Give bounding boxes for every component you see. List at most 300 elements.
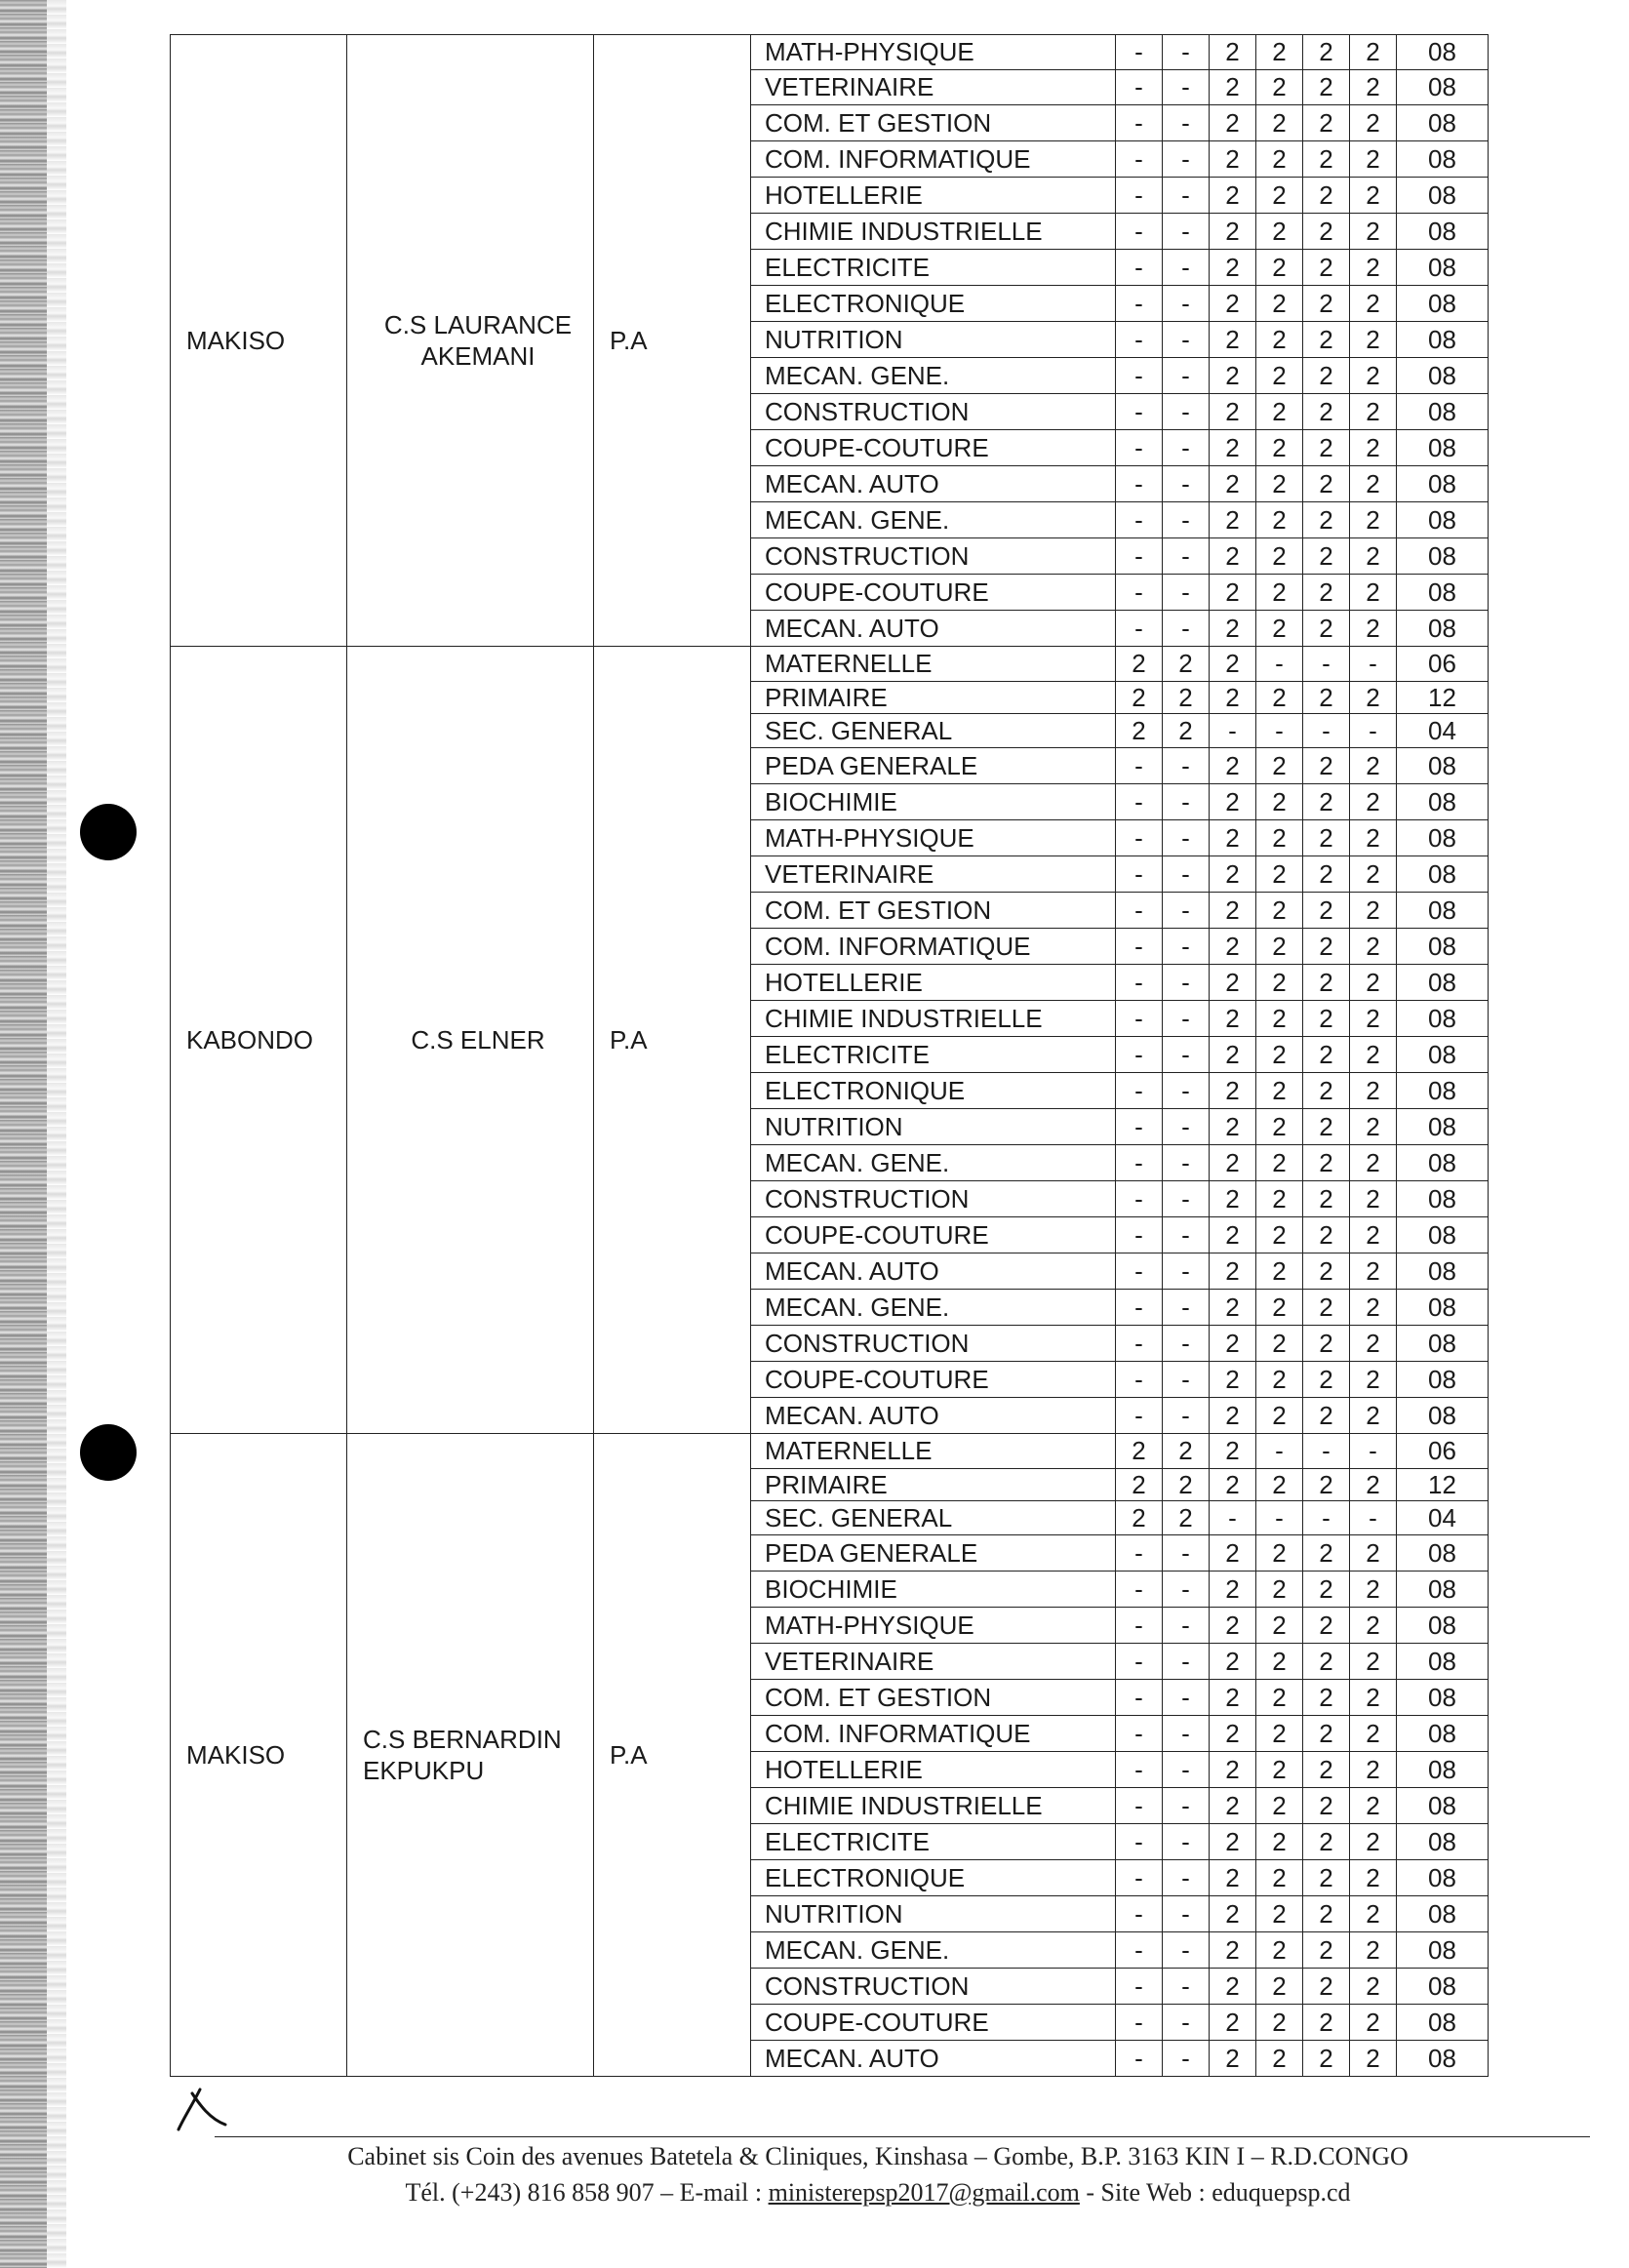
subject-cell: MECAN. GENE.: [751, 1145, 1116, 1181]
total-cell: 04: [1397, 1501, 1489, 1535]
value-cell: -: [1116, 1860, 1163, 1896]
value-cell: -: [1210, 1501, 1256, 1535]
subject-cell: MATH-PHYSIQUE: [751, 35, 1116, 70]
value-cell: 2: [1256, 394, 1303, 430]
value-cell: -: [1116, 1001, 1163, 1037]
value-cell: -: [1163, 1145, 1210, 1181]
value-cell: -: [1163, 394, 1210, 430]
total-cell: 08: [1397, 1572, 1489, 1608]
value-cell: -: [1116, 1073, 1163, 1109]
subject-cell: CHIMIE INDUSTRIELLE: [751, 1788, 1116, 1824]
value-cell: 2: [1303, 1326, 1350, 1362]
total-cell: 08: [1397, 466, 1489, 502]
subject-cell: MECAN. AUTO: [751, 611, 1116, 647]
value-cell: -: [1116, 1326, 1163, 1362]
value-cell: 2: [1256, 178, 1303, 214]
value-cell: 2: [1350, 1969, 1397, 2005]
value-cell: -: [1163, 1398, 1210, 1434]
value-cell: 2: [1256, 893, 1303, 929]
value-cell: -: [1116, 322, 1163, 358]
value-cell: -: [1116, 141, 1163, 178]
value-cell: 2: [1256, 2005, 1303, 2041]
value-cell: 2: [1256, 1109, 1303, 1145]
value-cell: 2: [1210, 1434, 1256, 1469]
value-cell: 2: [1303, 1362, 1350, 1398]
subject-cell: MECAN. GENE.: [751, 502, 1116, 538]
value-cell: -: [1116, 1932, 1163, 1969]
value-cell: -: [1116, 286, 1163, 322]
value-cell: 2: [1350, 1217, 1397, 1253]
value-cell: 2: [1350, 856, 1397, 893]
value-cell: 2: [1116, 682, 1163, 714]
value-cell: 2: [1303, 611, 1350, 647]
total-cell: 04: [1397, 714, 1489, 748]
value-cell: 2: [1350, 1037, 1397, 1073]
value-cell: -: [1163, 856, 1210, 893]
scan-edge-artifact: [0, 0, 47, 2268]
value-cell: 2: [1210, 2041, 1256, 2077]
value-cell: 2: [1303, 893, 1350, 929]
value-cell: 2: [1350, 1896, 1397, 1932]
subject-cell: ELECTRONIQUE: [751, 286, 1116, 322]
value-cell: 2: [1210, 1181, 1256, 1217]
value-cell: 2: [1350, 35, 1397, 70]
value-cell: 2: [1350, 430, 1397, 466]
school-cell: C.S LAURANCE AKEMANI: [347, 35, 594, 647]
value-cell: -: [1116, 893, 1163, 929]
value-cell: 2: [1303, 502, 1350, 538]
subject-cell: MECAN. AUTO: [751, 1398, 1116, 1434]
value-cell: 2: [1303, 929, 1350, 965]
subject-cell: MATH-PHYSIQUE: [751, 820, 1116, 856]
subject-cell: CONSTRUCTION: [751, 1969, 1116, 2005]
total-cell: 12: [1397, 682, 1489, 714]
value-cell: 2: [1256, 2041, 1303, 2077]
total-cell: 08: [1397, 856, 1489, 893]
value-cell: 2: [1210, 35, 1256, 70]
total-cell: 08: [1397, 1253, 1489, 1290]
value-cell: -: [1116, 1896, 1163, 1932]
total-cell: 08: [1397, 2005, 1489, 2041]
subject-cell: CONSTRUCTION: [751, 538, 1116, 575]
value-cell: 2: [1350, 682, 1397, 714]
value-cell: 2: [1210, 893, 1256, 929]
value-cell: -: [1163, 1073, 1210, 1109]
value-cell: -: [1163, 286, 1210, 322]
subject-cell: COUPE-COUTURE: [751, 1362, 1116, 1398]
total-cell: 08: [1397, 1001, 1489, 1037]
value-cell: 2: [1350, 1788, 1397, 1824]
subject-cell: MECAN. AUTO: [751, 466, 1116, 502]
value-cell: -: [1116, 178, 1163, 214]
value-cell: 2: [1350, 1608, 1397, 1644]
value-cell: 2: [1303, 1608, 1350, 1644]
value-cell: -: [1116, 1362, 1163, 1398]
value-cell: 2: [1350, 1398, 1397, 1434]
value-cell: 2: [1256, 35, 1303, 70]
value-cell: 2: [1303, 965, 1350, 1001]
value-cell: 2: [1303, 538, 1350, 575]
value-cell: -: [1116, 70, 1163, 105]
subject-cell: PRIMAIRE: [751, 682, 1116, 714]
value-cell: -: [1163, 1290, 1210, 1326]
value-cell: -: [1303, 647, 1350, 682]
value-cell: 2: [1210, 502, 1256, 538]
value-cell: -: [1116, 1752, 1163, 1788]
subject-cell: MATERNELLE: [751, 647, 1116, 682]
value-cell: 2: [1303, 1398, 1350, 1434]
value-cell: -: [1163, 1716, 1210, 1752]
value-cell: 2: [1210, 1001, 1256, 1037]
value-cell: -: [1163, 784, 1210, 820]
value-cell: 2: [1210, 1896, 1256, 1932]
value-cell: 2: [1350, 538, 1397, 575]
value-cell: -: [1163, 35, 1210, 70]
value-cell: 2: [1303, 1217, 1350, 1253]
value-cell: -: [1163, 358, 1210, 394]
value-cell: -: [1163, 2041, 1210, 2077]
value-cell: -: [1116, 856, 1163, 893]
subject-cell: COM. INFORMATIQUE: [751, 141, 1116, 178]
total-cell: 08: [1397, 1860, 1489, 1896]
value-cell: -: [1163, 1824, 1210, 1860]
value-cell: 2: [1256, 1572, 1303, 1608]
value-cell: -: [1116, 1608, 1163, 1644]
value-cell: -: [1163, 1608, 1210, 1644]
value-cell: -: [1163, 1644, 1210, 1680]
total-cell: 08: [1397, 575, 1489, 611]
value-cell: 2: [1303, 394, 1350, 430]
subject-cell: BIOCHIMIE: [751, 1572, 1116, 1608]
value-cell: 2: [1116, 1501, 1163, 1535]
value-cell: 2: [1116, 1434, 1163, 1469]
value-cell: -: [1116, 502, 1163, 538]
value-cell: 2: [1350, 893, 1397, 929]
value-cell: -: [1116, 1109, 1163, 1145]
value-cell: 2: [1256, 1788, 1303, 1824]
value-cell: -: [1116, 1716, 1163, 1752]
value-cell: 2: [1210, 286, 1256, 322]
total-cell: 08: [1397, 322, 1489, 358]
value-cell: -: [1256, 714, 1303, 748]
value-cell: 2: [1303, 214, 1350, 250]
value-cell: 2: [1210, 856, 1256, 893]
value-cell: 2: [1210, 1969, 1256, 2005]
value-cell: 2: [1210, 1572, 1256, 1608]
value-cell: 2: [1210, 611, 1256, 647]
value-cell: -: [1163, 1535, 1210, 1572]
value-cell: 2: [1303, 1181, 1350, 1217]
value-cell: -: [1116, 575, 1163, 611]
value-cell: 2: [1210, 250, 1256, 286]
value-cell: 2: [1210, 647, 1256, 682]
value-cell: -: [1163, 322, 1210, 358]
total-cell: 08: [1397, 538, 1489, 575]
value-cell: 2: [1350, 1680, 1397, 1716]
value-cell: 2: [1350, 1752, 1397, 1788]
value-cell: 2: [1350, 178, 1397, 214]
value-cell: 2: [1350, 70, 1397, 105]
value-cell: 2: [1210, 2005, 1256, 2041]
total-cell: 08: [1397, 70, 1489, 105]
value-cell: 2: [1163, 1501, 1210, 1535]
subject-cell: VETERINAIRE: [751, 856, 1116, 893]
value-cell: 2: [1116, 647, 1163, 682]
value-cell: 2: [1210, 394, 1256, 430]
total-cell: 08: [1397, 965, 1489, 1001]
value-cell: 2: [1303, 1469, 1350, 1501]
value-cell: 2: [1210, 1145, 1256, 1181]
value-cell: 2: [1350, 1001, 1397, 1037]
value-cell: 2: [1350, 1824, 1397, 1860]
value-cell: 2: [1210, 1398, 1256, 1434]
value-cell: 2: [1303, 1680, 1350, 1716]
value-cell: 2: [1350, 358, 1397, 394]
total-cell: 08: [1397, 1037, 1489, 1073]
total-cell: 08: [1397, 286, 1489, 322]
value-cell: -: [1116, 1969, 1163, 2005]
value-cell: 2: [1303, 70, 1350, 105]
value-cell: 2: [1256, 965, 1303, 1001]
subject-cell: VETERINAIRE: [751, 70, 1116, 105]
subject-cell: COM. ET GESTION: [751, 1680, 1116, 1716]
value-cell: -: [1116, 35, 1163, 70]
value-cell: 2: [1210, 1860, 1256, 1896]
value-cell: -: [1116, 1398, 1163, 1434]
value-cell: 2: [1350, 1535, 1397, 1572]
value-cell: 2: [1210, 1932, 1256, 1969]
value-cell: 2: [1350, 965, 1397, 1001]
value-cell: -: [1350, 647, 1397, 682]
total-cell: 08: [1397, 1326, 1489, 1362]
footer-email-link[interactable]: ministerepsp2017@gmail.com: [768, 2178, 1080, 2207]
value-cell: -: [1163, 141, 1210, 178]
value-cell: -: [1163, 250, 1210, 286]
total-cell: 06: [1397, 647, 1489, 682]
total-cell: 08: [1397, 1109, 1489, 1145]
value-cell: 2: [1303, 250, 1350, 286]
value-cell: 2: [1210, 1326, 1256, 1362]
value-cell: -: [1116, 2005, 1163, 2041]
subject-cell: CONSTRUCTION: [751, 1326, 1116, 1362]
value-cell: 2: [1210, 1469, 1256, 1501]
subject-cell: VETERINAIRE: [751, 1644, 1116, 1680]
value-cell: 2: [1256, 1073, 1303, 1109]
value-cell: 2: [1350, 1181, 1397, 1217]
value-cell: 2: [1210, 1109, 1256, 1145]
value-cell: 2: [1256, 1326, 1303, 1362]
value-cell: -: [1163, 105, 1210, 141]
value-cell: 2: [1303, 1253, 1350, 1290]
value-cell: 2: [1303, 466, 1350, 502]
value-cell: 2: [1303, 430, 1350, 466]
value-cell: -: [1116, 1145, 1163, 1181]
total-cell: 08: [1397, 1752, 1489, 1788]
value-cell: 2: [1256, 1716, 1303, 1752]
scan-edge-shadow: [47, 0, 66, 2268]
value-cell: 2: [1210, 1644, 1256, 1680]
subject-cell: ELECTRICITE: [751, 1824, 1116, 1860]
subject-cell: ELECTRICITE: [751, 250, 1116, 286]
total-cell: 08: [1397, 1680, 1489, 1716]
value-cell: 2: [1350, 1145, 1397, 1181]
footer-contact: [117, 2178, 1629, 2208]
subject-cell: BIOCHIMIE: [751, 784, 1116, 820]
value-cell: -: [1163, 70, 1210, 105]
value-cell: 2: [1256, 358, 1303, 394]
value-cell: -: [1116, 1572, 1163, 1608]
subject-cell: COM. INFORMATIQUE: [751, 1716, 1116, 1752]
subject-cell: NUTRITION: [751, 322, 1116, 358]
value-cell: 2: [1256, 1398, 1303, 1434]
value-cell: -: [1163, 820, 1210, 856]
total-cell: 08: [1397, 2041, 1489, 2077]
value-cell: -: [1303, 714, 1350, 748]
value-cell: 2: [1303, 105, 1350, 141]
value-cell: 2: [1303, 1824, 1350, 1860]
value-cell: -: [1163, 430, 1210, 466]
value-cell: -: [1116, 820, 1163, 856]
value-cell: -: [1116, 611, 1163, 647]
value-cell: -: [1303, 1501, 1350, 1535]
value-cell: -: [1163, 965, 1210, 1001]
value-cell: 2: [1350, 2041, 1397, 2077]
value-cell: 2: [1210, 430, 1256, 466]
value-cell: 2: [1350, 1109, 1397, 1145]
value-cell: 2: [1210, 820, 1256, 856]
value-cell: -: [1116, 965, 1163, 1001]
value-cell: 2: [1350, 1073, 1397, 1109]
value-cell: 2: [1256, 748, 1303, 784]
subject-cell: MECAN. AUTO: [751, 2041, 1116, 2077]
total-cell: 12: [1397, 1469, 1489, 1501]
value-cell: -: [1163, 1037, 1210, 1073]
subject-cell: COUPE-COUTURE: [751, 2005, 1116, 2041]
school-cell: C.S BERNARDIN EKPUKPU: [347, 1434, 594, 2077]
subject-cell: COM. ET GESTION: [751, 105, 1116, 141]
footer-rule: [215, 2136, 1590, 2137]
value-cell: 2: [1303, 1752, 1350, 1788]
value-cell: 2: [1303, 1932, 1350, 1969]
value-cell: 2: [1350, 250, 1397, 286]
locality-cell: KABONDO: [171, 647, 347, 1434]
value-cell: 2: [1350, 1644, 1397, 1680]
value-cell: 2: [1256, 1253, 1303, 1290]
value-cell: 2: [1303, 2041, 1350, 2077]
value-cell: 2: [1350, 1716, 1397, 1752]
value-cell: 2: [1350, 784, 1397, 820]
value-cell: 2: [1303, 682, 1350, 714]
value-cell: -: [1116, 214, 1163, 250]
subject-cell: CHIMIE INDUSTRIELLE: [751, 214, 1116, 250]
value-cell: -: [1163, 611, 1210, 647]
value-cell: 2: [1303, 141, 1350, 178]
value-cell: 2: [1210, 748, 1256, 784]
total-cell: 08: [1397, 358, 1489, 394]
locality-cell: MAKISO: [171, 35, 347, 647]
school-cell: C.S ELNER: [347, 647, 594, 1434]
value-cell: 2: [1256, 1181, 1303, 1217]
value-cell: 2: [1116, 714, 1163, 748]
value-cell: 2: [1210, 1716, 1256, 1752]
value-cell: -: [1163, 1680, 1210, 1716]
table-row: [171, 647, 1489, 682]
value-cell: 2: [1303, 1788, 1350, 1824]
total-cell: 08: [1397, 611, 1489, 647]
total-cell: 08: [1397, 1535, 1489, 1572]
value-cell: 2: [1210, 141, 1256, 178]
subject-cell: NUTRITION: [751, 1109, 1116, 1145]
value-cell: 2: [1210, 1073, 1256, 1109]
value-cell: -: [1116, 748, 1163, 784]
value-cell: 2: [1210, 1788, 1256, 1824]
subject-cell: MATERNELLE: [751, 1434, 1116, 1469]
footer-contact-prefix: Tél. (+243) 816 858 907 – E-mail :: [405, 2178, 769, 2207]
total-cell: 08: [1397, 929, 1489, 965]
value-cell: 2: [1256, 502, 1303, 538]
total-cell: 08: [1397, 430, 1489, 466]
value-cell: -: [1116, 929, 1163, 965]
value-cell: 2: [1256, 322, 1303, 358]
value-cell: 2: [1350, 1290, 1397, 1326]
value-cell: 2: [1303, 575, 1350, 611]
total-cell: 08: [1397, 1608, 1489, 1644]
value-cell: 2: [1256, 286, 1303, 322]
subject-cell: MECAN. GENE.: [751, 1932, 1116, 1969]
value-cell: 2: [1210, 214, 1256, 250]
value-cell: 2: [1210, 466, 1256, 502]
value-cell: 2: [1210, 575, 1256, 611]
value-cell: 2: [1256, 1644, 1303, 1680]
value-cell: -: [1303, 1434, 1350, 1469]
value-cell: -: [1163, 1001, 1210, 1037]
value-cell: 2: [1210, 358, 1256, 394]
value-cell: 2: [1303, 178, 1350, 214]
value-cell: -: [1163, 178, 1210, 214]
value-cell: -: [1163, 575, 1210, 611]
value-cell: -: [1350, 714, 1397, 748]
value-cell: 2: [1210, 1362, 1256, 1398]
value-cell: 2: [1210, 1290, 1256, 1326]
value-cell: 2: [1303, 1290, 1350, 1326]
value-cell: 2: [1210, 538, 1256, 575]
value-cell: 2: [1350, 1469, 1397, 1501]
value-cell: 2: [1163, 1434, 1210, 1469]
value-cell: 2: [1303, 1572, 1350, 1608]
value-cell: 2: [1256, 214, 1303, 250]
value-cell: 2: [1210, 1824, 1256, 1860]
value-cell: 2: [1256, 1680, 1303, 1716]
value-cell: -: [1163, 466, 1210, 502]
subject-cell: PEDA GENERALE: [751, 1535, 1116, 1572]
value-cell: -: [1163, 1932, 1210, 1969]
value-cell: 2: [1303, 1860, 1350, 1896]
value-cell: 2: [1350, 394, 1397, 430]
subject-cell: CONSTRUCTION: [751, 394, 1116, 430]
value-cell: 2: [1256, 105, 1303, 141]
value-cell: 2: [1210, 1680, 1256, 1716]
value-cell: 2: [1350, 1860, 1397, 1896]
value-cell: 2: [1350, 322, 1397, 358]
value-cell: 2: [1303, 856, 1350, 893]
value-cell: 2: [1350, 1326, 1397, 1362]
value-cell: 2: [1210, 1752, 1256, 1788]
value-cell: -: [1163, 1860, 1210, 1896]
value-cell: 2: [1256, 682, 1303, 714]
table-row: [171, 35, 1489, 70]
value-cell: 2: [1303, 784, 1350, 820]
value-cell: 2: [1256, 538, 1303, 575]
